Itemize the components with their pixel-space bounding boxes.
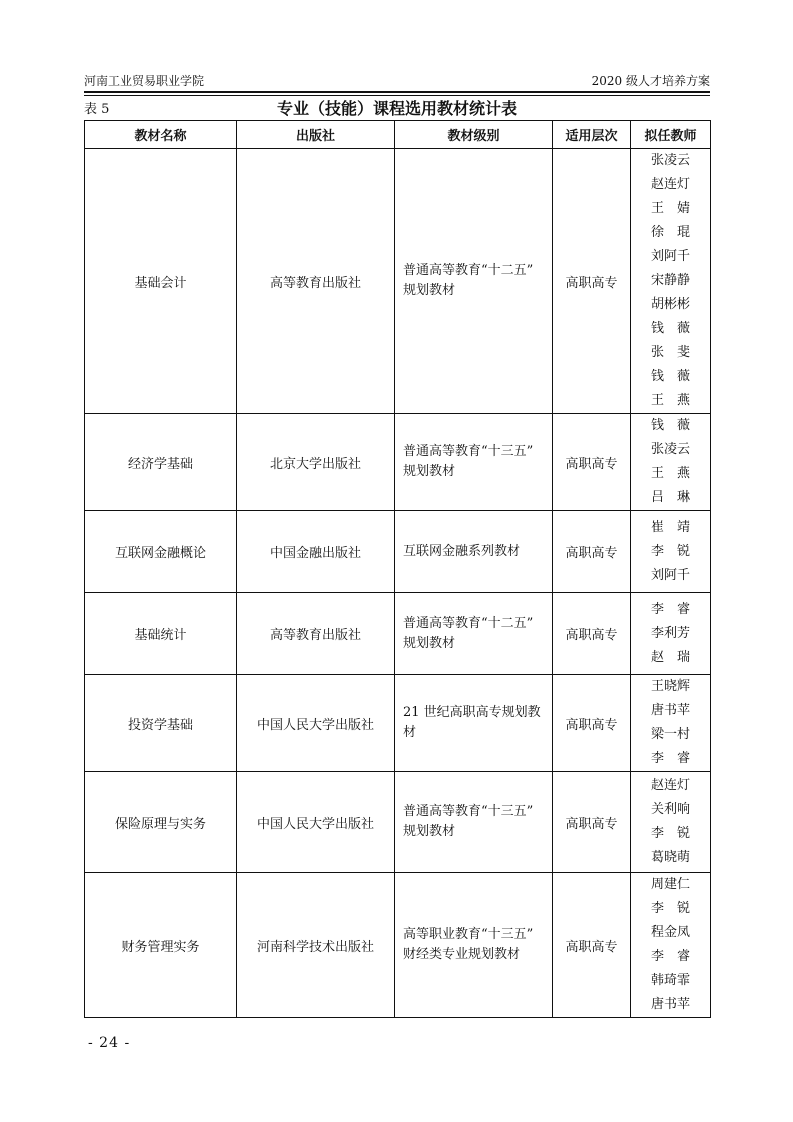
column-header-publisher: 出版社 — [237, 121, 395, 149]
publisher-cell: 北京大学出版社 — [237, 414, 395, 511]
teacher-name: 吕 琳 — [650, 490, 690, 505]
teacher-name: 韩琦霏 — [650, 973, 690, 988]
grade-cell — [395, 511, 553, 593]
grade-line: 普通高等教育“十二五” — [403, 263, 534, 278]
teacher-name: 李 锐 — [650, 543, 690, 559]
teacher-name: 赵连灯 — [650, 177, 690, 192]
grade-cell — [395, 149, 553, 414]
teachers-cell — [631, 149, 711, 414]
table-row — [85, 772, 711, 873]
grade-line: 规划教材 — [403, 464, 456, 479]
grade-cell — [395, 873, 553, 1018]
teacher-name: 钱 薇 — [650, 369, 690, 384]
grade-line: 规划教材 — [403, 283, 456, 298]
teachers-cell — [631, 675, 711, 772]
textbook-name-cell: 财务管理实务 — [85, 873, 237, 1018]
program-name: 2020 级人才培养方案 — [591, 74, 710, 88]
teacher-name: 胡彬彬 — [650, 297, 690, 312]
teacher-name: 王晓辉 — [650, 679, 690, 694]
page-number: - 24 - — [88, 1035, 131, 1051]
table-header-row — [85, 121, 711, 149]
table-row — [85, 414, 711, 511]
level-cell: 高职高专 — [553, 675, 631, 772]
column-header-name: 教材名称 — [85, 121, 237, 149]
publisher-cell: 中国金融出版社 — [237, 511, 395, 593]
teacher-name: 徐 琨 — [650, 225, 690, 240]
level-cell: 高职高专 — [553, 149, 631, 414]
teacher-name: 王 燕 — [650, 466, 690, 481]
teacher-name: 唐书苹 — [650, 703, 690, 718]
teacher-name: 梁一村 — [650, 727, 690, 742]
running-header — [84, 72, 710, 90]
teachers-cell — [631, 772, 711, 873]
textbook-name-cell: 基础统计 — [85, 593, 237, 675]
teachers-cell — [631, 593, 711, 675]
publisher-cell: 高等教育出版社 — [237, 149, 395, 414]
teacher-name: 关利响 — [650, 802, 690, 817]
textbook-name-cell: 经济学基础 — [85, 414, 237, 511]
teachers-cell — [631, 511, 711, 593]
teachers-cell — [631, 414, 711, 511]
publisher-cell: 高等教育出版社 — [237, 593, 395, 675]
textbook-table — [84, 120, 711, 1018]
column-header-grade: 教材级别 — [395, 121, 553, 149]
textbook-name-cell: 投资学基础 — [85, 675, 237, 772]
grade-line: 互联网金融系列教材 — [403, 543, 521, 559]
table-row — [85, 593, 711, 675]
publisher-cell: 中国人民大学出版社 — [237, 772, 395, 873]
header-rule — [84, 91, 710, 93]
teacher-name: 周建仁 — [650, 877, 690, 892]
teacher-name: 刘阿千 — [650, 567, 690, 583]
teacher-name: 张凌云 — [650, 153, 690, 168]
level-cell: 高职高专 — [553, 873, 631, 1018]
grade-line: 规划教材 — [403, 635, 456, 651]
teacher-name: 李 锐 — [650, 901, 690, 916]
teacher-name: 李 锐 — [650, 826, 690, 841]
teacher-name: 崔 靖 — [650, 519, 690, 535]
teacher-name: 宋静静 — [650, 273, 690, 288]
teacher-name: 李 睿 — [650, 601, 690, 617]
teacher-name: 李 睿 — [650, 751, 690, 766]
teacher-name: 王 婧 — [650, 201, 690, 216]
grade-line: 普通高等教育“十二五” — [403, 615, 534, 631]
header-rule-thin — [84, 95, 710, 96]
teacher-name: 赵连灯 — [650, 778, 690, 793]
table-body — [85, 149, 711, 1018]
teacher-name: 王 燕 — [650, 393, 690, 408]
teacher-name: 程金凤 — [650, 925, 690, 940]
table-row — [85, 511, 711, 593]
teacher-name: 张凌云 — [650, 442, 690, 457]
grade-line: 普通高等教育“十三五” — [403, 804, 534, 819]
textbook-name-cell: 互联网金融概论 — [85, 511, 237, 593]
grade-cell — [395, 675, 553, 772]
publisher-cell: 河南科学技术出版社 — [237, 873, 395, 1018]
school-name: 河南工业贸易职业学院 — [84, 74, 205, 88]
grade-line: 高等职业教育“十三五” — [403, 927, 534, 942]
level-cell: 高职高专 — [553, 593, 631, 675]
grade-line: 21 世纪高职高专规划教 — [403, 705, 541, 720]
publisher-cell: 中国人民大学出版社 — [237, 675, 395, 772]
grade-cell — [395, 593, 553, 675]
grade-cell — [395, 414, 553, 511]
table-title: 专业（技能）课程选用教材统计表 — [276, 99, 517, 118]
table-row — [85, 873, 711, 1018]
grade-line: 规划教材 — [403, 824, 456, 839]
teacher-name: 刘阿千 — [650, 249, 690, 264]
grade-line: 材 — [403, 725, 417, 740]
teacher-name: 李利芳 — [650, 625, 690, 641]
level-cell: 高职高专 — [553, 511, 631, 593]
teachers-cell — [631, 873, 711, 1018]
level-cell: 高职高专 — [553, 772, 631, 873]
textbook-name-cell: 保险原理与实务 — [85, 772, 237, 873]
textbook-name-cell: 基础会计 — [85, 149, 237, 414]
teacher-name: 葛晓萌 — [650, 850, 690, 865]
grade-cell — [395, 772, 553, 873]
column-header-level: 适用层次 — [553, 121, 631, 149]
teacher-name: 钱 薇 — [650, 321, 690, 336]
teacher-name: 唐书苹 — [650, 997, 690, 1012]
teacher-name: 张 斐 — [650, 345, 690, 360]
level-cell: 高职高专 — [553, 414, 631, 511]
table-row — [85, 675, 711, 772]
column-header-teachers: 拟任教师 — [631, 121, 711, 149]
teacher-name: 钱 薇 — [650, 418, 690, 433]
table-label: 表 5 — [84, 102, 110, 117]
teacher-name: 李 睿 — [650, 949, 690, 964]
table-row — [85, 149, 711, 414]
teacher-name: 赵 瑞 — [650, 649, 690, 665]
grade-line: 普通高等教育“十三五” — [403, 444, 534, 459]
grade-line: 财经类专业规划教材 — [403, 947, 521, 962]
